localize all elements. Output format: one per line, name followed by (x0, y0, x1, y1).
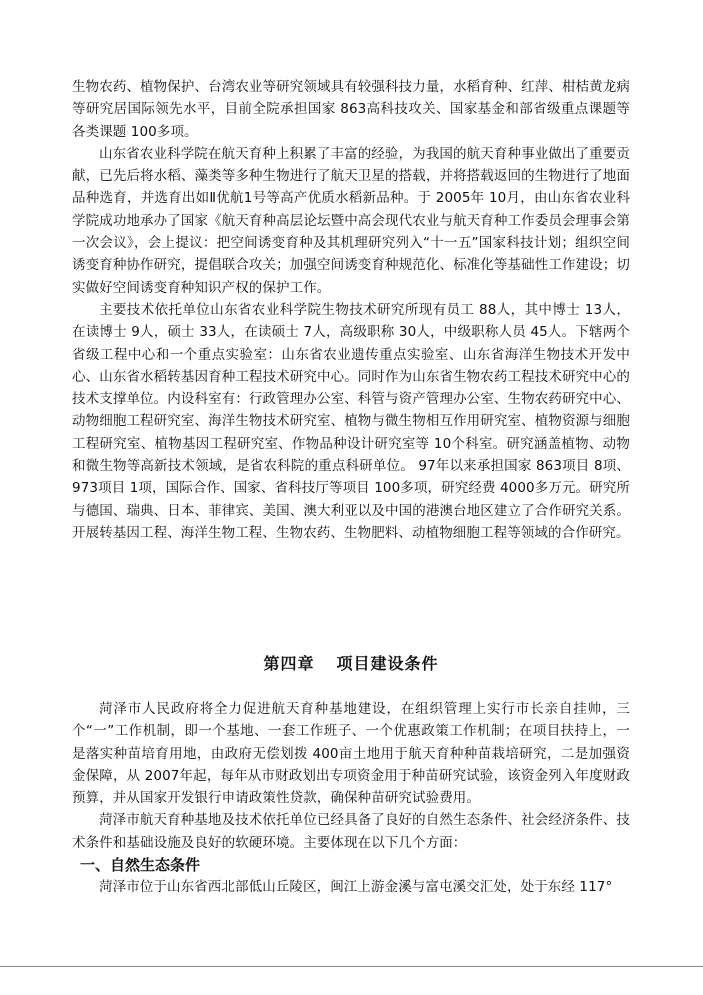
paragraph-space-breeding-experience: 山东省农业科学院在航天育种上积累了丰富的经验，为我国的航天育种事业做出了重要贡献，已先后将水稻、藻类等多种生物进行了航天卫星的搭载，并将搭载返回的生物进行了地面品种选育，并选育出如Ⅱ优航1号等高产优质水稻新品种。于 2005年 10月，由山东省农业科学院成功地承办了国家《航天育种高层论坛暨中高会现代农业与航天育种工作委员会理事会第一次会议》，会上提议：把空间诱变育种及其机理研究列入“十一五”国家科技计划；组织空间诱变育种协作研究，提倡联合攻关；加强空间诱变育种规范化、标准化等基础性工作建设；切实做好空间诱变育种知识产权的保护工作。 (72, 145, 630, 296)
paragraph-base-conditions: 菏泽市航天育种基地及技术依托单位已经具备了良好的自然生态条件、社会经济条件、技术条件和基础设施及良好的软硬环境。主要体现在以下几个方面： (72, 812, 630, 851)
paragraph-research-fields: 生物农药、植物保护、台湾农业等研究领域具有较强科技力量，水稻育种、红萍、柑桔黄龙病等研究居国际领先水平，目前全院承担国家 863高科技攻关、国家基金和部省级重点课题等各类课题 100多项。 (72, 79, 630, 140)
body-text-bottom (72, 698, 630, 898)
footer-divider (0, 966, 703, 967)
chapter-number: 第四章 (263, 654, 315, 673)
paragraph-location: 菏泽市位于山东省西北部低山丘陵区，闽江上游金溪与富屯溪交汇处，处于东经 117° (99, 879, 613, 896)
section-heading-natural-ecology: 一、自然生态条件 (80, 856, 201, 875)
paragraph-government-support: 菏泽市人民政府将全力促进航天育种基地建设，在组织管理上实行市长亲自挂帅，三个“一”工作机制，即一个基地、一套工作班子、一个优惠政策工作机制；在项目扶持上，一是落实种苗培育用地，由政府无偿划拨 400亩土地用于航天育种种苗栽培研究，二是加强资金保障，从 2007年起，每年从市财政划出专项资金用于种苗研究试验，该资金列入年度财政预算，并从国家开发银行申请政策性贷款，确保种苗研究试验费用。 (72, 701, 630, 807)
paragraph-biotech-institute: 主要技术依托单位山东省农业科学院生物技术研究所现有员工 88人，其中博士 13人，在读博士 9人，硕士 33人，在读硕士 7人，高级职称 30人，中级职称人员 45人。下辖两个省级工程中心和一个重点实验室：山东省农业遗传重点实验室、山东省海洋生物技术开发中心、山东省水稻转基因育种工程技术研究中心。同时作为山东省生物农药工程技术研究中心的技术支撑单位。内设科室有：行政管理办公室、科管与资产管理办公室、生物农药研究中心、动物细胞工程研究室、海洋生物技术研究室、植物与微生物相互作用研究室、植物资源与细胞工程研究室、植物基因工程研究室、作物品种设计研究室等 10个科室。研究涵盖植物、动物和微生物等高新技术领域，是省农科院的重点科研单位。 97年以来承担国家 863项目 8项、973项目 1项，国际合作、国家、省科技厅等项目 100多项，研究经费 4000多万元。研究所与德国、瑞典、日本、菲律宾、美国、澳大利亚以及中国的港澳台地区建立了合作研究关系。开展转基因工程、海洋生物工程、生物农药、生物肥料、动植物细胞工程等领域的合作研究。 (72, 301, 630, 541)
chapter-heading (72, 652, 630, 676)
chapter-title: 项目建设条件 (336, 654, 439, 673)
body-text-top (72, 76, 630, 544)
